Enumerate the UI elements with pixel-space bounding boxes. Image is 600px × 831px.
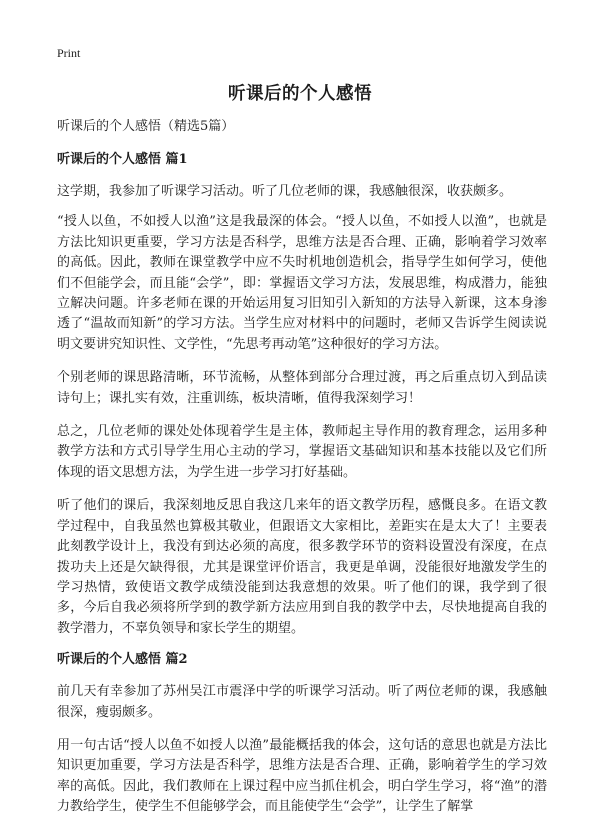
- page-title: 听课后的个人感悟: [228, 84, 372, 104]
- paragraph: 总之，几位老师的课处处体现着学生是主体，教师起主导作用的教育理念，运用多种教学方法和方式引导学生用心主动的学习，掌握语文基础知识和基本技能以及它们所体现的语文思想方法，为学生进一步学习打好基础。: [57, 424, 547, 480]
- section-heading-2: 听课后的个人感悟 篇2: [57, 652, 188, 668]
- paragraph: 听了他们的课后，我深刻地反思自我这几来年的语文教学历程，感慨良多。在语文教学过程中，自我虽然也算极其敬业，但跟语文大家相比，差距实在是太大了！主要表此刻教学设计上，我没有到达必须的高度，很多教学环节的资料设置没有深度，在点拨功夫上还是欠缺得很，尤其是课堂评价语言，我更是单调，没能很好地激发学生的学习热情，致使语文教学成绩没能到达我意想的效果。听了他们的课，我学到了很多，今后自我必须将所学到的教学新方法应用到自我的教学中去，尽快地提高自我的教学潜力，不辜负领导和家长学生的期望。: [57, 498, 547, 636]
- article-subtitle: 听课后的个人感悟（精选5篇）: [57, 119, 235, 134]
- paragraph: 这学期，我参加了听课学习活动。听了几位老师的课，我感触很深，收获颇多。: [57, 184, 513, 199]
- paragraph: “授人以鱼，不如授人以渔”这是我最深的体会。“授人以鱼，不如授人以渔”，也就是方法比知识更重要，学习方法是否科学，思维方法是否合理、正确，影响着学习效率的高低。因此，教师在课堂教学中应不失时机地创造机会，指导学生如何学习，使他们不但能学会，而且能“会学”，即：掌握语文学习方法，发展思维，构成潜力，能独立解决问题。许多老师在课的开始运用复习旧知引入新知的方法导入新课，这本身渗透了“温故而知新”的学习方法。当学生应对材料中的问题时，老师又告诉学生阅读说明文要讲究知识性、文学性，“先思考再动笔”这种很好的学习方法。: [57, 214, 547, 352]
- paragraph: 用一句古话“授人以鱼不如授人以渔”最能概括我的体会，这句话的意思也就是方法比知识更加重要，学习方法是否科学，思维方法是否合理、正确，影响着学生的学习效率的高低。因此，我们教师在上课过程中应当抓住机会，明白学生学习，将“渔”的潜力教给学生，使学生不但能够学会，而且能使学生“会学”，让学生了解掌: [57, 737, 547, 815]
- section-heading-1: 听课后的个人感悟 篇1: [57, 152, 188, 167]
- print-link[interactable]: Print: [57, 46, 81, 60]
- paragraph: 前几天有幸参加了苏州吴江市震泽中学的听课学习活动。听了两位老师的课，我感触很深，瘦弱颇多。: [57, 684, 547, 720]
- article-body: [57, 119, 547, 831]
- paragraph: 个别老师的课思路清晰，环节流畅，从整体到部分合理过渡，再之后重点切入到品读诗句上；课扎实有效，注重训练，板块清晰，值得我深刻学习！: [57, 370, 547, 406]
